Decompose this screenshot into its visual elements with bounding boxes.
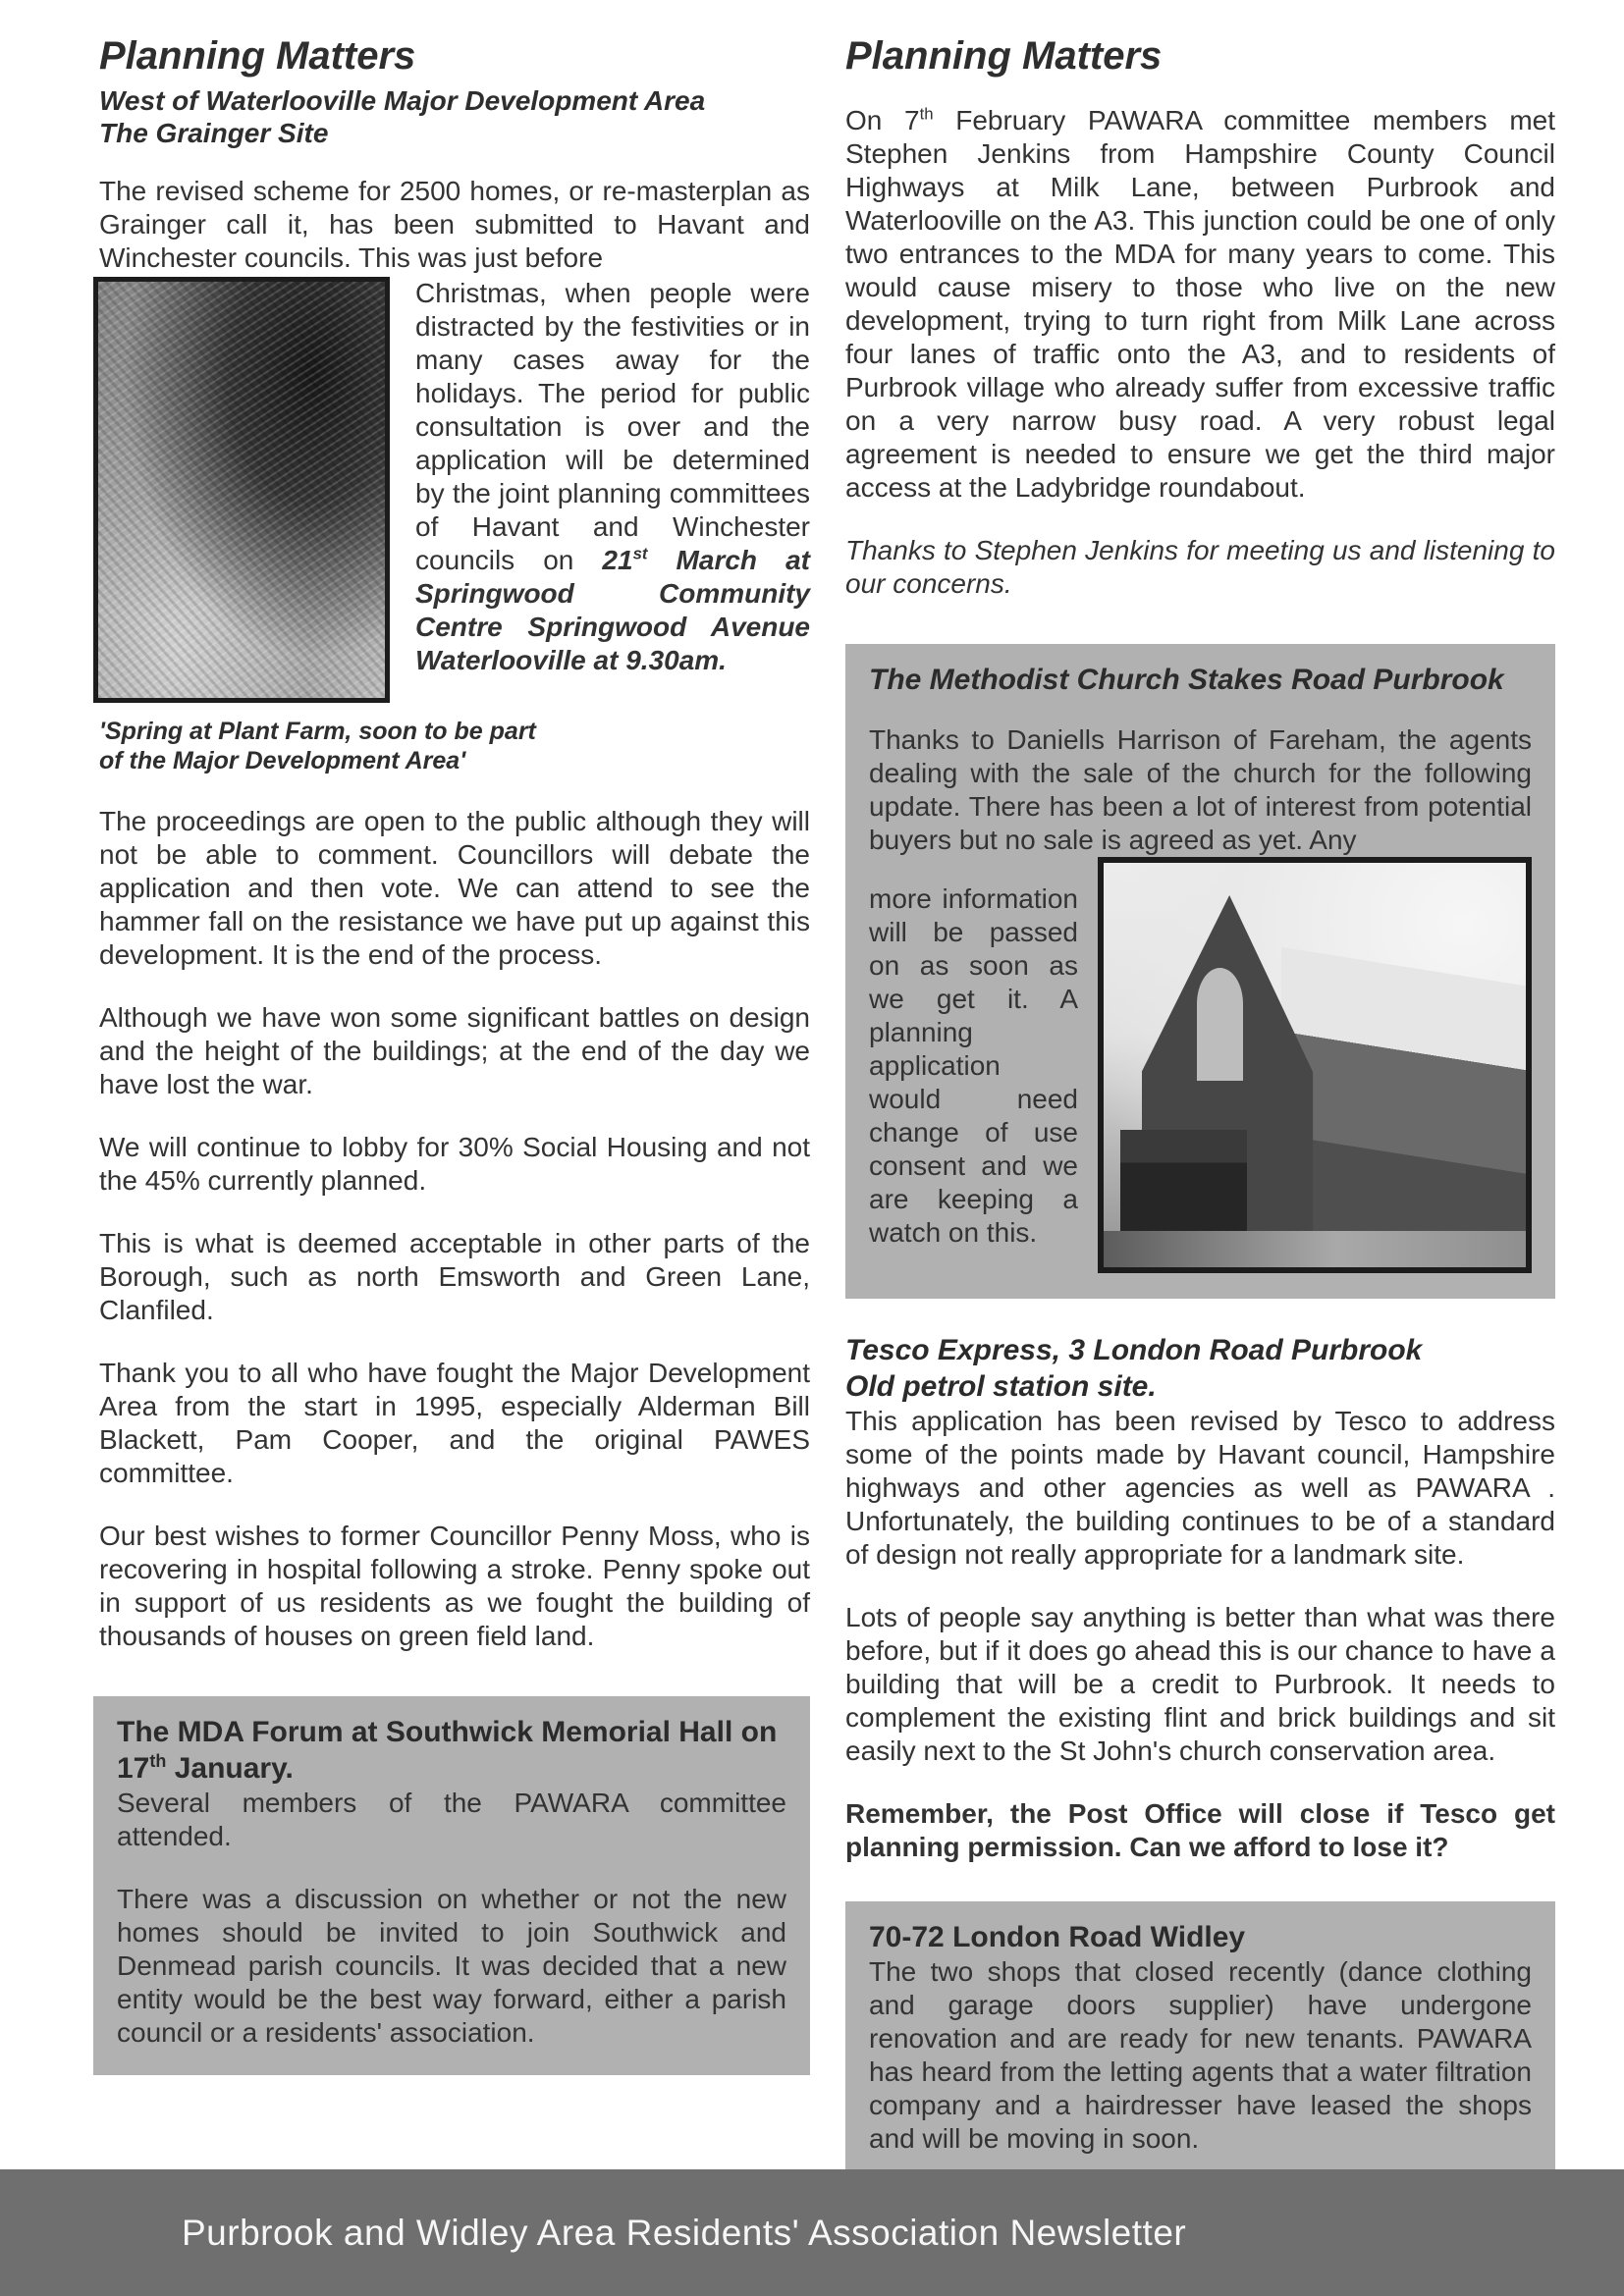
meeting-date-number: 21 [602, 545, 633, 575]
meeting-date-ordinal: st [632, 544, 648, 563]
grainger-wrap-text: Christmas, when people were distracted by the festivities or in many cases away for the holidays. The period for public consultation is over and the application will be determined by the joint planning committees of Havant and Winchester councils on [415, 278, 810, 575]
milk-lane-date-ordinal: th [919, 104, 934, 124]
methodist-body-beside-photo: more information will be passed on as soon as we get it. A planning application would need change of use consent and we are keeping a watch on this. [869, 883, 1078, 1248]
left-subheading-line1: West of Waterlooville Major Development Area [99, 85, 706, 116]
right-heading: Planning Matters [845, 34, 1163, 78]
tesco-heading-line1: Tesco Express, 3 London Road Purbrook [845, 1334, 1423, 1366]
thank-you-paragraph: Thank you to all who have fought the Major Development Area from the start in 1995, especially Alderman Bill Blackett, Pam Cooper, and the original PAWES committee. [99, 1358, 810, 1488]
church-ground [1104, 1231, 1526, 1267]
widley-shops-box [845, 1901, 1555, 2181]
proceedings-paragraph: The proceedings are open to the public although they will not be able to comment. Councillors will debate the application and then vote. We can attend to see the hammer fall on the resistance we have put up against this development. It is the end of the process. [99, 806, 810, 970]
left-heading: Planning Matters [99, 34, 416, 78]
methodist-body-top: Thanks to Daniells Harrison of Fareham, the agents dealing with the sale of the church for the following update. There has been a lot of interest from potential buyers but no sale is agreed as yet. Any [869, 724, 1532, 855]
methodist-photo-row [869, 857, 1532, 1273]
grainger-paragraph-wrapped [415, 277, 810, 703]
church-arched-window [1197, 968, 1243, 1081]
penny-moss-paragraph: Our best wishes to former Councillor Penny Moss, who is recovering in hospital following a stroke. Penny spoke out in support of us residents as we fought the building of thousands of houses on green field land. [99, 1521, 810, 1651]
mda-forum-title-post: January. [166, 1752, 294, 1785]
methodist-church-photo [1098, 857, 1532, 1273]
milk-lane-paragraph [845, 104, 1555, 505]
mda-forum-title-ordinal: th [149, 1751, 167, 1771]
plant-farm-caption-line2: of the Major Development Area' [99, 747, 466, 774]
milk-lane-date-pre: On 7 [845, 105, 920, 135]
methodist-box-title: The Methodist Church Stakes Road Purbrook [869, 664, 1504, 696]
methodist-church-box [845, 644, 1555, 1299]
tesco-revised-paragraph: This application has been revised by Tesco to address some of the points made by Havant council, Hampshire highways and other agencies as well as PAWARA . Unfortunately, the building continues to be of a standard of design not really appropriate for a landmark site. [845, 1406, 1555, 1570]
tesco-better-paragraph: Lots of people say anything is better than what was there before, but if it does go ahead this is our chance to have a building that will be a credit to Purbrook. It needs to complement the existing flint and brick buildings and sit easily next to the St John's church conservation area. [845, 1602, 1555, 1766]
post-office-warning: Remember, the Post Office will close if Tesco get planning permission. Can we afford to lose it? [845, 1798, 1555, 1862]
mda-forum-title-pre: The MDA Forum at Southwick Memorial Hall on 17 [117, 1716, 778, 1785]
battles-paragraph: Although we have won some significant battles on design and the height of the buildings; at the end of the day we have lost the war. [99, 1002, 810, 1099]
social-housing-paragraph: We will continue to lobby for 30% Social Housing and not the 45% currently planned. [99, 1132, 810, 1196]
left-column [93, 33, 810, 2181]
church-side-roof [1281, 947, 1532, 1273]
tesco-heading [845, 1332, 1555, 1405]
borough-paragraph: This is what is deemed acceptable in other parts of the Borough, such as north Emsworth and Green Lane, Clanfiled. [99, 1228, 810, 1325]
milk-lane-text: February PAWARA committee members met Stephen Jenkins from Hampshire County Council Highways at Milk Lane, between Purbrook and Waterlooville on the A3. This junction could be one of only two entrances to the MDA for many years to come. This would cause misery to those who live on the new development, trying to turn right from Milk Lane across four lanes of traffic onto the A3, and to residents of Purbrook village who already suffer from excessive traffic on a very narrow busy road. A very robust legal agreement is needed to ensure we get the third major access at the Ladybridge roundabout. [845, 105, 1555, 503]
meeting-date-rest: March at Springwood Community Centre Springwood Avenue Waterlooville at 9.30am. [415, 545, 810, 675]
right-column [845, 33, 1555, 2181]
plant-farm-photo [93, 277, 390, 703]
mda-forum-box [93, 1696, 810, 2075]
mda-forum-box-title [117, 1714, 786, 1787]
footer-title: Purbrook and Widley Area Residents' Association Newsletter [182, 2212, 1187, 2253]
footer-bar [0, 2169, 1624, 2296]
mda-forum-discussion-paragraph: There was a discussion on whether or not the new homes should be invited to join Southwick and Denmead parish councils. It was decided that a new entity would be the best way forward, either a parish council or a residents' association. [117, 1884, 786, 2048]
widley-box-title: 70-72 London Road Widley [869, 1921, 1246, 1953]
mda-forum-attended-paragraph: Several members of the PAWARA committee attended. [117, 1788, 786, 1851]
plant-farm-caption [99, 717, 810, 775]
plant-farm-caption-line1: 'Spring at Plant Farm, soon to be part [99, 718, 536, 745]
plant-farm-photo-row [93, 277, 810, 703]
widley-box-body: The two shops that closed recently (dance clothing and garage doors supplier) have undergone renovation and are ready for new tenants. PAWARA has heard from the letting agents that a water filtration company and a hairdresser have leased the shops and will be moving in soon. [869, 1956, 1532, 2154]
thanks-jenkins-paragraph: Thanks to Stephen Jenkins for meeting us and listening to our concerns. [845, 535, 1555, 599]
tesco-heading-line2: Old petrol station site. [845, 1370, 1157, 1403]
left-subheading-line2: The Grainger Site [99, 118, 329, 148]
grainger-paragraph-intro: The revised scheme for 2500 homes, or re-masterplan as Grainger call it, has been submitted to Havant and Winchester councils. This was just before [99, 176, 810, 273]
